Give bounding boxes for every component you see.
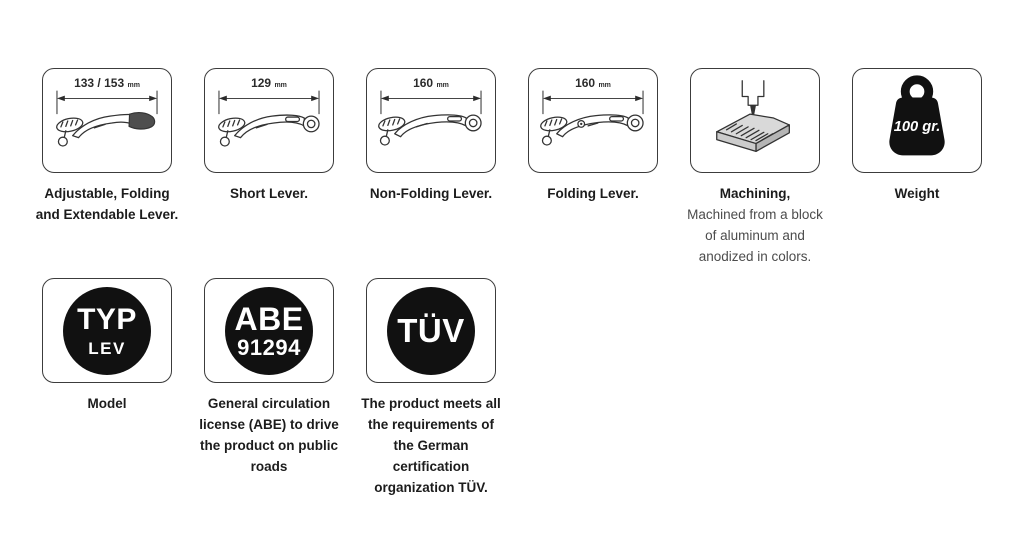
milling-machine-icon	[691, 69, 819, 172]
badge-text-abe: ABE	[234, 300, 304, 337]
badge-text-tuv: TÜV	[397, 312, 465, 349]
feature-card-weight	[852, 68, 982, 267]
feature-caption: Machining, Machined from a block of aluminum and anodized in colors.	[664, 183, 846, 267]
feature-row-1	[35, 68, 982, 267]
dimension-unit: mm	[274, 82, 287, 89]
model-badge-box	[42, 278, 172, 383]
dimension-value: 133 / 153	[74, 76, 125, 90]
badge-text-typ: TYP	[77, 302, 137, 336]
typ-lev-badge	[63, 287, 151, 375]
tuv-badge	[387, 287, 475, 375]
feature-card-tuv	[361, 278, 501, 498]
machining-icon-box	[690, 68, 820, 173]
kettlebell-weight-icon	[853, 69, 981, 172]
short-lever-icon-box	[204, 68, 334, 173]
feature-card-folding-lever	[528, 68, 658, 267]
dimension-label	[529, 76, 657, 93]
dimension-unit: mm	[598, 82, 611, 89]
folding-lever-icon-box	[528, 68, 658, 173]
feature-row-2	[42, 278, 501, 498]
tuv-badge-box	[366, 278, 496, 383]
feature-caption: Weight	[894, 186, 940, 201]
dimension-label	[43, 76, 171, 93]
dimension-label	[205, 76, 333, 93]
abe-badge-box	[204, 278, 334, 383]
dimension-value: 160	[413, 76, 434, 90]
dimension-unit: mm	[436, 82, 449, 89]
feature-caption: Non-Folding Lever.	[369, 186, 493, 201]
abe-badge	[225, 287, 313, 375]
feature-card-abe	[199, 278, 339, 498]
feature-card-short-lever	[204, 68, 334, 267]
dimension-value: 160	[575, 76, 596, 90]
feature-card-machining	[687, 68, 823, 267]
dimension-unit: mm	[127, 82, 140, 89]
badge-text-abe-number: 91294	[237, 334, 301, 360]
feature-caption: Model	[87, 396, 127, 411]
adjustable-lever-icon-box	[42, 68, 172, 173]
badge-text-lev: LEV	[88, 338, 126, 358]
feature-caption: Adjustable, Folding and Extendable Lever.	[35, 186, 179, 222]
feature-card-nonfolding-lever	[366, 68, 496, 267]
feature-caption: The product meets all the requirements of the German certification organization TÜV.	[361, 396, 501, 495]
dimension-value: 129	[251, 76, 272, 90]
nonfolding-lever-icon-box	[366, 68, 496, 173]
feature-caption: Short Lever.	[229, 186, 309, 201]
feature-card-adjustable-lever	[35, 68, 179, 267]
weight-icon-box	[852, 68, 982, 173]
weight-value-label: 100 gr.	[893, 118, 941, 135]
machining-title: Machining,	[719, 186, 791, 201]
feature-card-model	[42, 278, 172, 498]
feature-caption: General circulation license (ABE) to drive the product on public roads	[199, 396, 339, 474]
dimension-label	[367, 76, 495, 93]
feature-caption: Folding Lever.	[547, 186, 639, 201]
